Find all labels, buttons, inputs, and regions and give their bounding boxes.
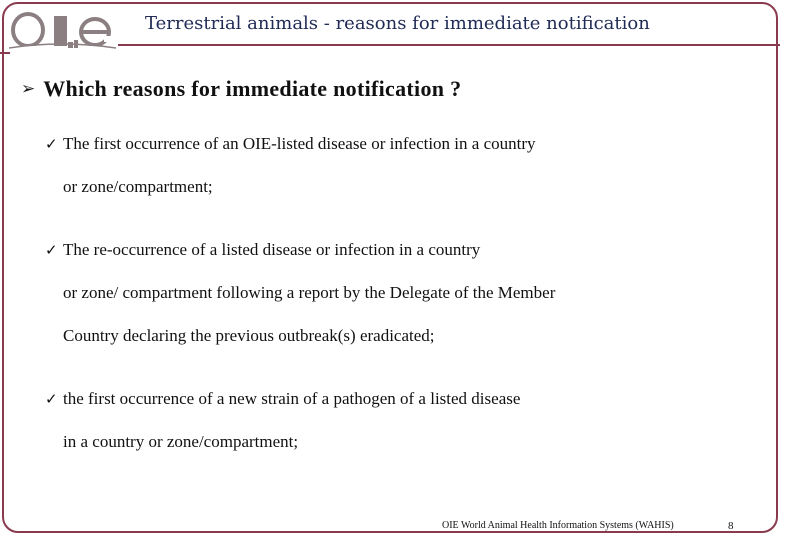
- list-item-line: The first occurrence of an OIE-listed disease or infection in a country: [63, 134, 536, 153]
- title-divider: [118, 44, 780, 46]
- list-item-line: in a country or zone/compartment;: [63, 432, 299, 451]
- checkmark-icon: ✓: [45, 390, 58, 408]
- page-number: 8: [728, 520, 734, 532]
- checkmark-icon: ✓: [45, 241, 58, 259]
- slide-title: Terrestrial animals - reasons for immediate notification: [145, 13, 650, 34]
- section-heading: [21, 76, 461, 102]
- oie-logo: [6, 2, 118, 52]
- checkmark-icon: ✓: [45, 135, 58, 153]
- arrow-bullet-icon: ➢: [21, 78, 36, 99]
- list-item-line: or zone/ compartment following a report by the Delegate of the Member: [63, 283, 556, 302]
- list-item-line: The re-occurrence of a listed disease or infection in a country: [63, 240, 481, 259]
- list-item-line: the first occurrence of a new strain of a pathogen of a listed disease: [63, 389, 521, 408]
- list-item-line: Country declaring the previous outbreak(s) eradicated;: [63, 326, 435, 345]
- section-heading-text: Which reasons for immediate notification ?: [43, 76, 462, 101]
- list-item-line: or zone/compartment;: [63, 177, 213, 196]
- left-divider: [0, 52, 10, 54]
- footer-text: OIE World Animal Health Information Systems (WAHIS): [442, 520, 674, 531]
- header-bar: [118, 10, 778, 46]
